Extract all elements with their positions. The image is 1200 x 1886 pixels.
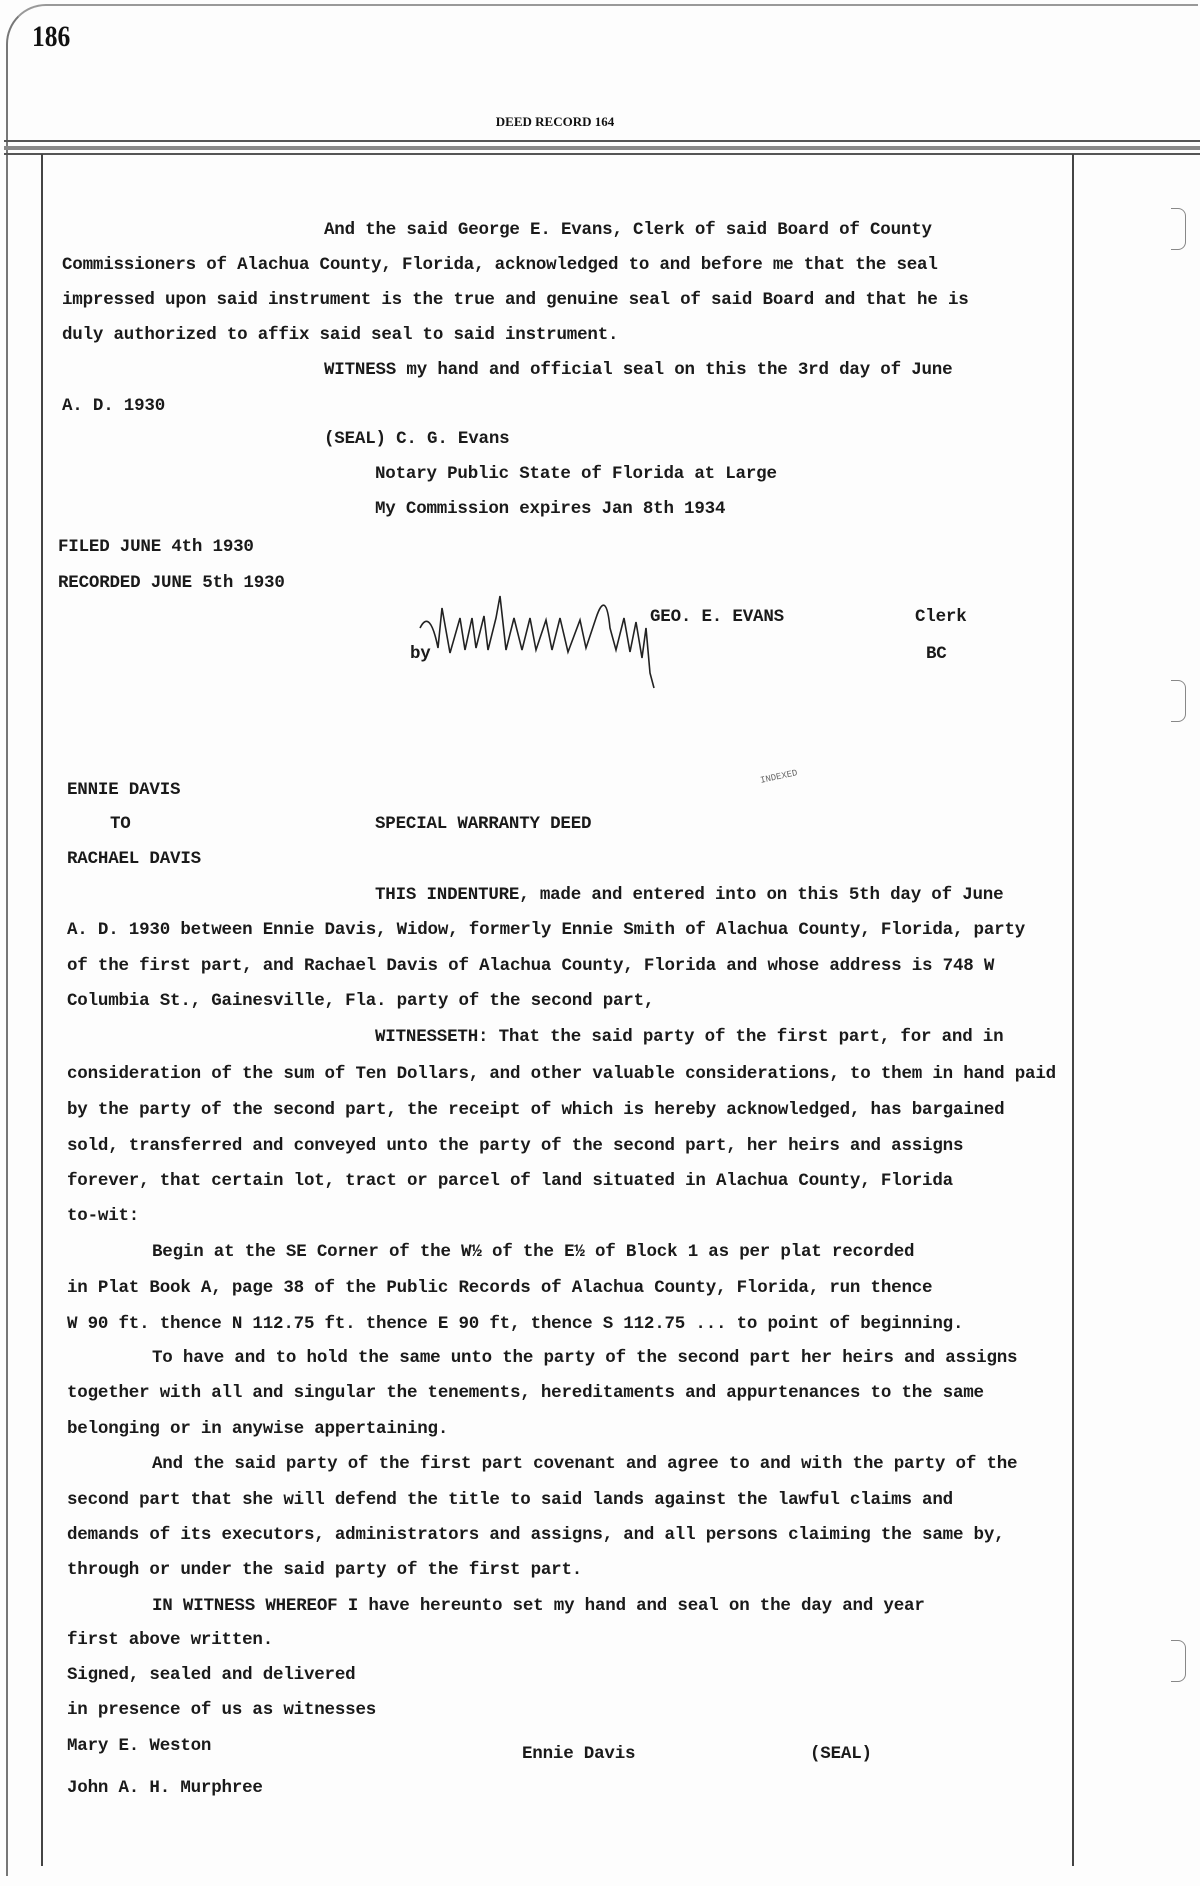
- text-line: duly authorized to affix said seal to said instrument.: [62, 325, 619, 345]
- deputy-initials: BC: [926, 644, 947, 664]
- legal-description-line: Begin at the SE Corner of the W½ of the E½ of Block 1 as per plat recorded: [152, 1242, 915, 1262]
- text-line: in presence of us as witnesses: [67, 1700, 377, 1720]
- filed-date: FILED JUNE 4th 1930: [58, 537, 254, 557]
- text-line: impressed upon said instrument is the true and genuine seal of said Board and that he is: [62, 290, 969, 310]
- text-line: To have and to hold the same unto the party of the second part her heirs and assigns: [152, 1348, 1018, 1368]
- text-line: IN WITNESS WHEREOF I have hereunto set my hand and seal on the day and year: [152, 1596, 925, 1616]
- text-line: consideration of the sum of Ten Dollars, and other valuable considerations, to them in hand paid: [67, 1064, 1056, 1084]
- header-rule: [4, 146, 1200, 150]
- text-line: together with all and singular the tenements, hereditaments and appurtenances to the same: [67, 1383, 984, 1403]
- grantor-signature: Ennie Davis: [522, 1744, 636, 1764]
- text-line: of the first part, and Rachael Davis of Alachua County, Florida and whose address is 748 W: [67, 956, 995, 976]
- binding-mark: [1171, 1640, 1186, 1682]
- binding-mark: [1171, 680, 1186, 722]
- header-rule: [4, 140, 1200, 142]
- text-line: Notary Public State of Florida at Large: [375, 464, 777, 484]
- legal-description-line: in Plat Book A, page 38 of the Public Records of Alachua County, Florida, run thence: [67, 1278, 933, 1298]
- page-header: DEED RECORD 164: [495, 114, 615, 129]
- binding-mark: [1171, 208, 1186, 250]
- text-line: demands of its executors, administrators and assigns, and all persons claiming the same by,: [67, 1525, 1005, 1545]
- right-margin-line: [1072, 154, 1074, 1866]
- text-line: Signed, sealed and delivered: [67, 1665, 356, 1685]
- text-line: sold, transferred and conveyed unto the party of the second part, her heirs and assigns: [67, 1136, 964, 1156]
- text-line: WITNESSETH: That the said party of the first part, for and in: [375, 1027, 1004, 1047]
- witness-name: Mary E. Weston: [67, 1736, 212, 1756]
- text-line: THIS INDENTURE, made and entered into on this 5th day of June: [375, 885, 1004, 905]
- grantee-name: RACHAEL DAVIS: [67, 849, 201, 869]
- clerk-name: GEO. E. EVANS: [650, 607, 784, 627]
- header-rule: [4, 153, 1200, 155]
- text-line: belonging or in anywise appertaining.: [67, 1419, 449, 1439]
- notary-signature-line: (SEAL) C. G. Evans: [324, 429, 510, 449]
- seal-label: (SEAL): [810, 1744, 872, 1764]
- left-margin-line: [41, 154, 43, 1866]
- to-label: TO: [110, 814, 131, 834]
- grantor-name: ENNIE DAVIS: [67, 780, 181, 800]
- text-line: through or under the said party of the first part.: [67, 1560, 583, 1580]
- text-line: Columbia St., Gainesville, Fla. party of the second part,: [67, 991, 655, 1011]
- handwritten-signature: [410, 588, 730, 698]
- by-label: by: [410, 644, 431, 664]
- text-line: forever, that certain lot, tract or parcel of land situated in Alachua County, Florida: [67, 1171, 953, 1191]
- recorded-date: RECORDED JUNE 5th 1930: [58, 573, 285, 593]
- witness-name: John A. H. Murphree: [67, 1778, 263, 1798]
- indexed-stamp: INDEXED: [759, 768, 799, 786]
- text-line: Commissioners of Alachua County, Florida, acknowledged to and before me that the seal: [62, 255, 938, 275]
- legal-description-line: W 90 ft. thence N 112.75 ft. thence E 90 ft, thence S 112.75 ... to point of beginning.: [67, 1314, 964, 1334]
- text-line: And the said party of the first part covenant and agree to and with the party of the: [152, 1454, 1018, 1474]
- clerk-title: Clerk: [915, 607, 967, 627]
- text-line: to-wit:: [67, 1206, 140, 1226]
- text-line: And the said George E. Evans, Clerk of said Board of County: [324, 220, 932, 240]
- text-line: A. D. 1930 between Ennie Davis, Widow, formerly Ennie Smith of Alachua County, Florida, party: [67, 920, 1026, 940]
- deed-title: SPECIAL WARRANTY DEED: [375, 814, 592, 834]
- text-line: WITNESS my hand and official seal on this the 3rd day of June: [324, 360, 953, 380]
- page-number: 186: [32, 20, 71, 53]
- text-line: My Commission expires Jan 8th 1934: [375, 499, 726, 519]
- text-line: by the party of the second part, the receipt of which is hereby acknowledged, has bargained: [67, 1100, 1005, 1120]
- text-line: second part that she will defend the title to said lands against the lawful claims and: [67, 1490, 953, 1510]
- text-line: first above written.: [67, 1630, 274, 1650]
- text-line: A. D. 1930: [62, 396, 166, 416]
